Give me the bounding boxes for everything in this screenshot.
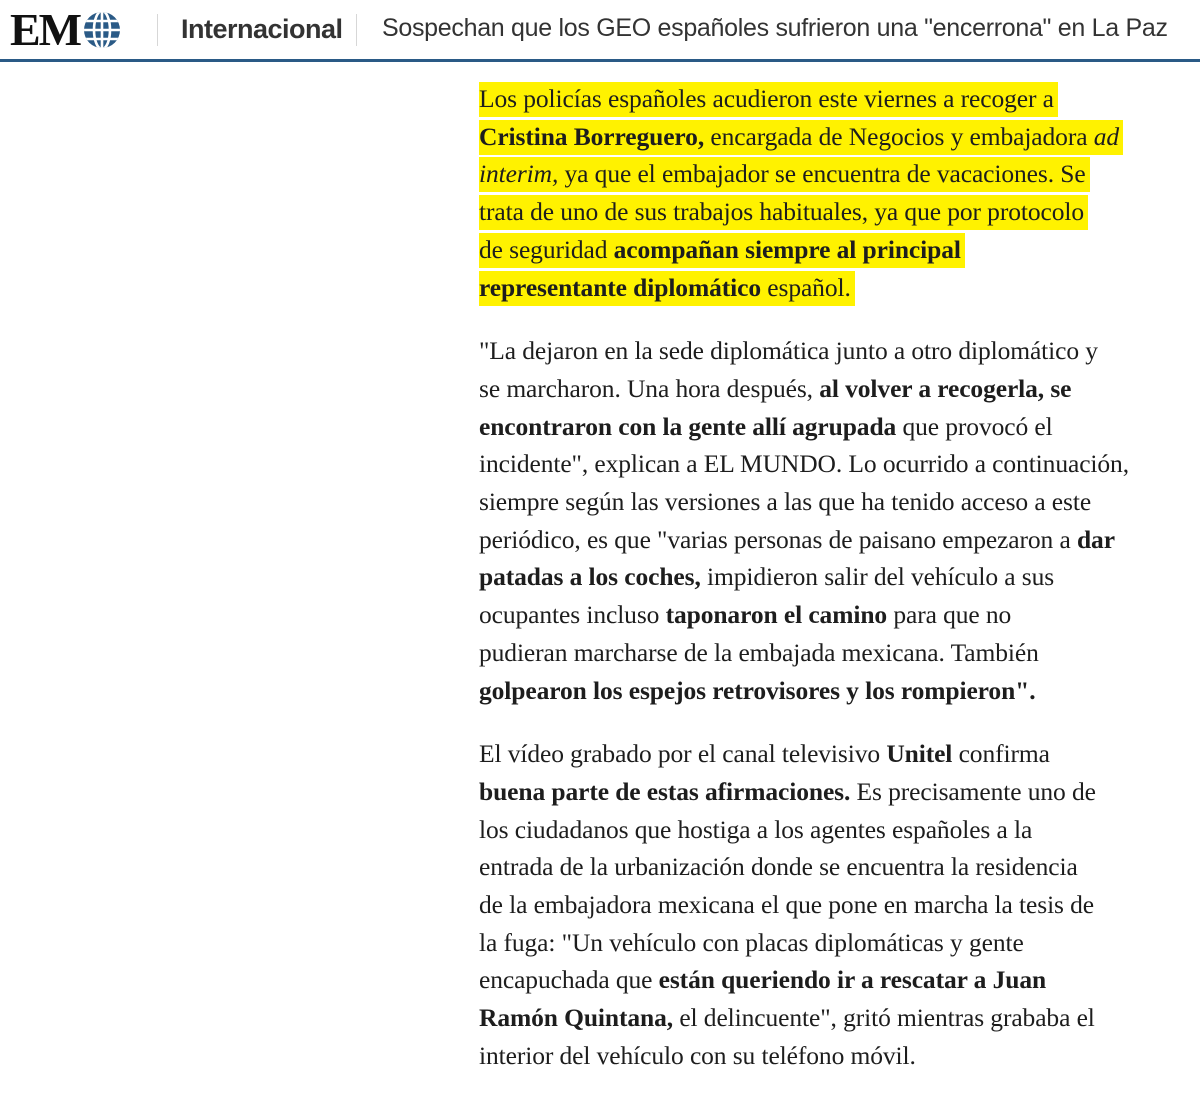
bold-text: al volver a recogerla, se bbox=[819, 373, 1072, 403]
article-paragraph bbox=[479, 332, 1191, 709]
text-run: se marcharon. Una hora después, bbox=[479, 373, 820, 403]
text-run: entrada de la urbanización donde se encuentra la residencia bbox=[479, 852, 1078, 882]
bold-text: taponaron el camino bbox=[665, 600, 888, 630]
text-line bbox=[479, 961, 1191, 999]
header-divider bbox=[356, 14, 357, 46]
header-divider bbox=[157, 14, 158, 46]
text-line bbox=[479, 155, 1191, 193]
text-line bbox=[479, 118, 1191, 156]
text-line bbox=[479, 521, 1191, 559]
text-line bbox=[479, 735, 1191, 773]
el-mundo-logo[interactable] bbox=[10, 6, 122, 54]
bold-text: Ramón Quintana, bbox=[479, 1003, 674, 1033]
text-run: de la embajadora mexicana el que pone en marcha la tesis de bbox=[479, 890, 1095, 920]
text-run: incidente", explican a EL MUNDO. Lo ocurrido a continuación, bbox=[479, 449, 1129, 479]
text-run: periódico, es que "varias personas de paisano empezaron a bbox=[479, 524, 1077, 554]
text-line bbox=[479, 483, 1191, 521]
article-paragraph bbox=[479, 735, 1191, 1074]
italic-text: interim, bbox=[479, 159, 559, 189]
text-line bbox=[479, 231, 1191, 269]
text-run: la fuga: "Un vehículo con placas diplomáticas y gente bbox=[479, 927, 1024, 957]
section-label[interactable]: Internacional bbox=[181, 14, 343, 44]
text-line bbox=[479, 596, 1191, 634]
site-header bbox=[0, 0, 1200, 62]
bold-text: acompañan siempre al principal bbox=[613, 234, 961, 264]
highlight-mark bbox=[479, 233, 965, 268]
text-run: encargada de Negocios y embajadora bbox=[704, 121, 1094, 151]
highlight-mark bbox=[479, 271, 855, 306]
text-line bbox=[479, 332, 1191, 370]
text-run: que provocó el bbox=[896, 411, 1053, 441]
text-run: "La dejaron en la sede diplomática junto a otro diplomático y bbox=[479, 336, 1098, 366]
text-line bbox=[479, 811, 1191, 849]
bold-text: representante diplomático bbox=[479, 272, 761, 302]
text-run: los ciudadanos que hostiga a los agentes españoles a la bbox=[479, 814, 1033, 844]
highlight-mark bbox=[479, 120, 1123, 155]
bold-text: patadas a los coches, bbox=[479, 562, 701, 592]
text-line bbox=[479, 886, 1191, 924]
highlight-mark bbox=[479, 82, 1058, 117]
text-run: siempre según las versiones a las que ha tenido acceso a este bbox=[479, 487, 1092, 517]
text-line bbox=[479, 773, 1191, 811]
text-line bbox=[479, 1037, 1191, 1075]
text-line bbox=[479, 269, 1191, 307]
text-run: impidieron salir del vehículo a sus bbox=[700, 562, 1055, 592]
text-run: Los policías españoles acudieron este viernes a recoger a bbox=[479, 84, 1054, 113]
text-run: interior del vehículo con su teléfono móvil. bbox=[479, 1040, 916, 1070]
text-run: ocupantes incluso bbox=[479, 600, 666, 630]
article-body bbox=[479, 80, 1191, 1101]
text-run: ya que el embajador se encuentra de vacaciones. Se bbox=[558, 159, 1086, 189]
text-run: encapuchada que bbox=[479, 965, 659, 995]
text-run: español. bbox=[761, 272, 851, 302]
text-line bbox=[479, 80, 1191, 118]
highlight-mark bbox=[479, 195, 1088, 230]
text-run: trata de uno de sus trabajos habituales, ya que por protocolo bbox=[479, 197, 1085, 227]
bold-text: Unitel bbox=[886, 739, 953, 769]
text-line bbox=[479, 999, 1191, 1037]
globe-icon bbox=[82, 10, 122, 50]
bold-text: golpearon los espejos retrovisores y los rompieron". bbox=[479, 675, 1036, 705]
text-line bbox=[479, 558, 1191, 596]
text-run: el delincuente", gritó mientras grababa el bbox=[673, 1003, 1095, 1033]
bold-text: buena parte de estas afirmaciones. bbox=[479, 776, 851, 806]
page-headline: Sospechan que los GEO españoles sufrieron una "encerrona" en La Paz bbox=[382, 14, 1168, 42]
text-run: para que no bbox=[887, 600, 1012, 630]
bold-text: Cristina Borreguero, bbox=[479, 121, 705, 151]
bold-text: dar bbox=[1076, 524, 1115, 554]
italic-text: ad bbox=[1093, 121, 1120, 151]
text-line bbox=[479, 924, 1191, 962]
highlight-mark bbox=[479, 157, 1090, 192]
article-paragraph-highlighted bbox=[479, 80, 1191, 306]
text-run: El vídeo grabado por el canal televisivo bbox=[479, 739, 887, 769]
text-line bbox=[479, 370, 1191, 408]
text-run: de seguridad bbox=[479, 234, 614, 264]
text-line bbox=[479, 193, 1191, 231]
logo-text: EM bbox=[10, 4, 81, 55]
text-run: confirma bbox=[952, 739, 1050, 769]
text-run: pudieran marcharse de la embajada mexicana. También bbox=[479, 637, 1039, 667]
text-run: Es precisamente uno de bbox=[850, 776, 1096, 806]
text-line bbox=[479, 445, 1191, 483]
text-line bbox=[479, 408, 1191, 446]
text-line bbox=[479, 634, 1191, 672]
bold-text: están queriendo ir a rescatar a Juan bbox=[658, 965, 1047, 995]
text-line bbox=[479, 672, 1191, 710]
text-line bbox=[479, 848, 1191, 886]
bold-text: encontraron con la gente allí agrupada bbox=[479, 411, 897, 441]
